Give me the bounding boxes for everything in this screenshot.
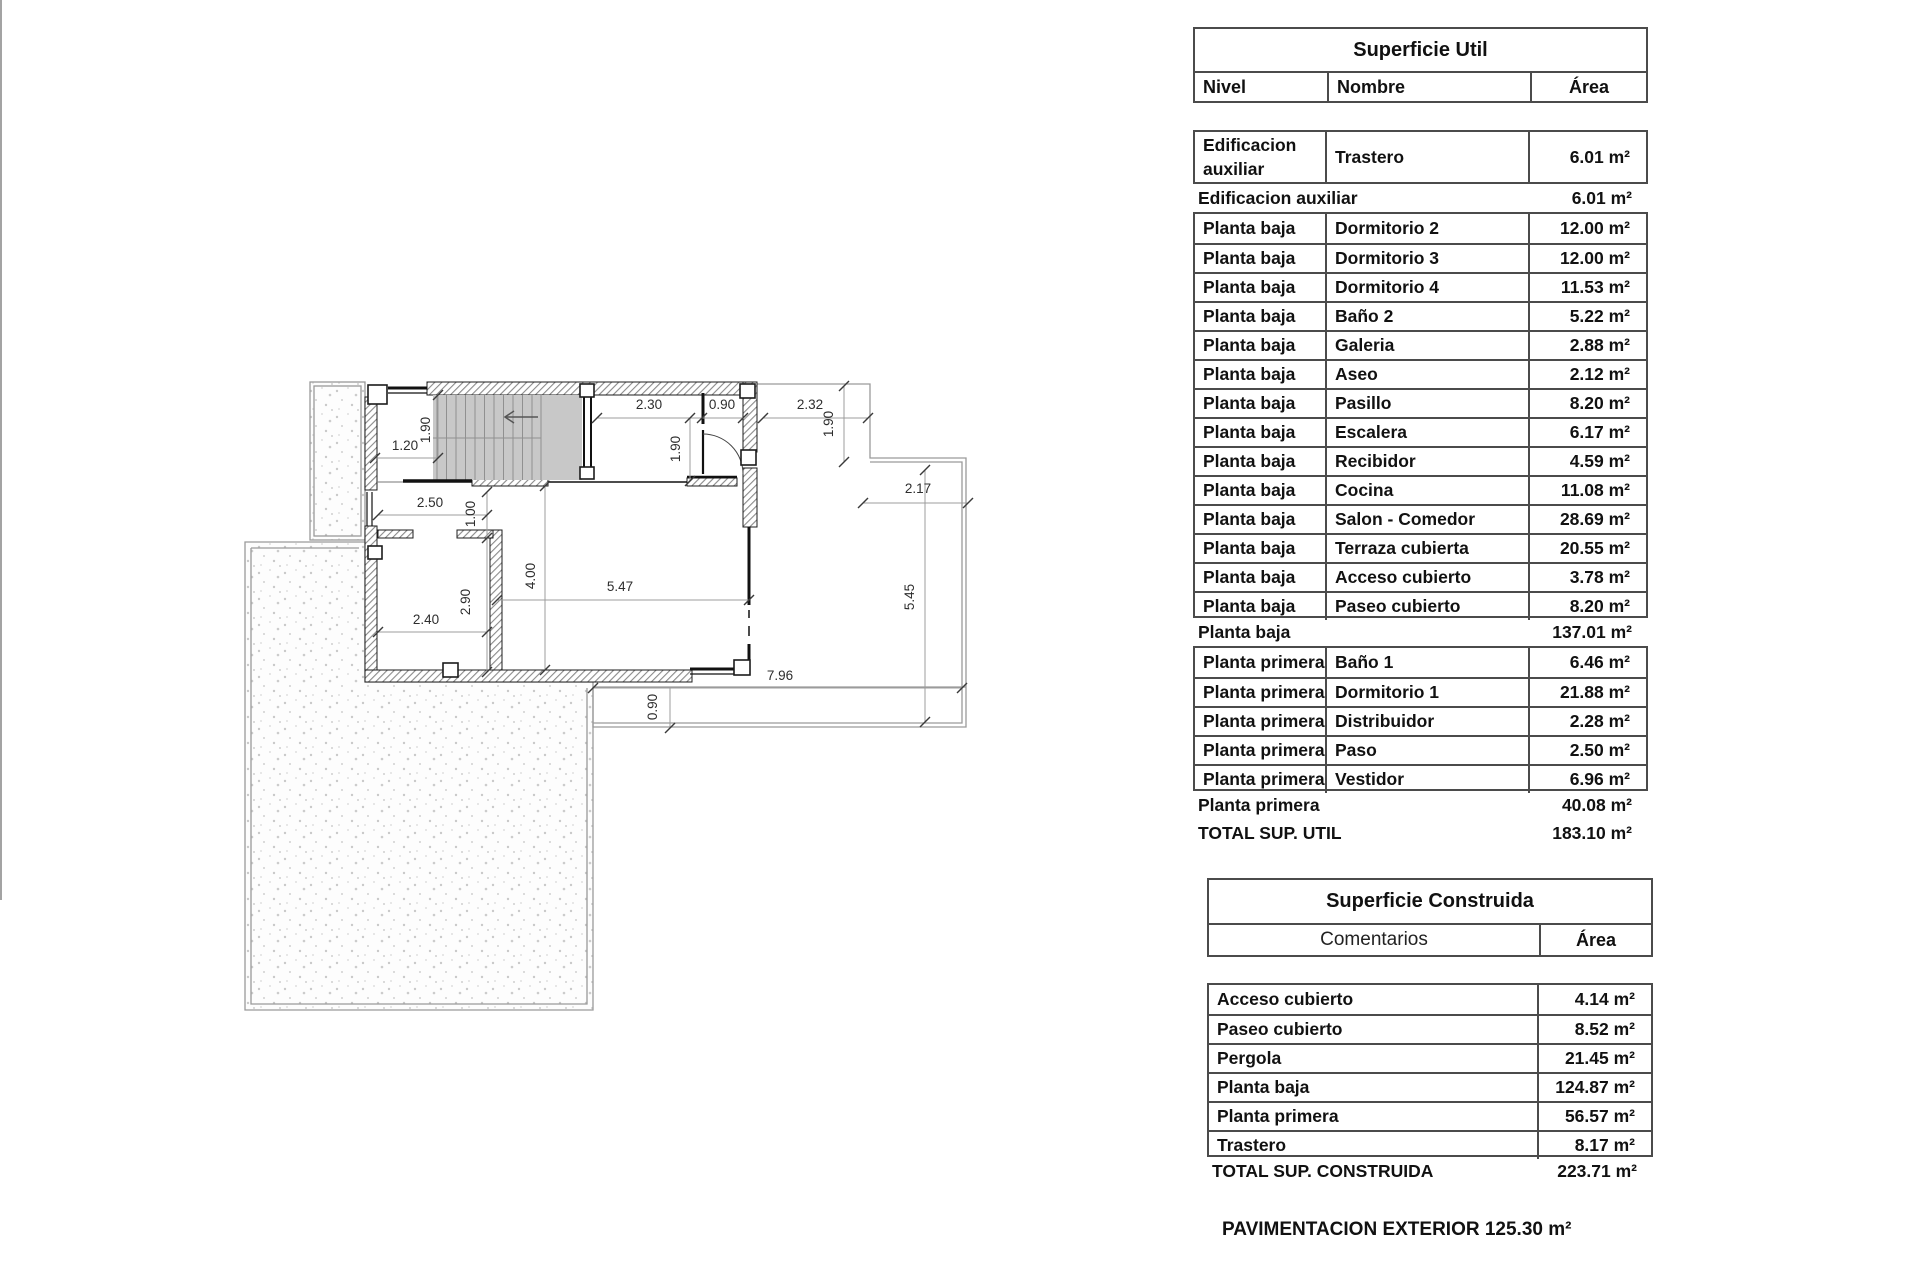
cell-nombre: Trastero (1327, 132, 1530, 182)
cell-area: 2.28 m² (1569, 711, 1630, 731)
column-header-area: Área (1530, 73, 1646, 101)
cell-area: 21.88 m² (1559, 682, 1630, 702)
superficie-util-title: Superficie Util (1195, 29, 1646, 73)
cell-nivel: Planta baja (1195, 303, 1327, 330)
cell-label: Trastero (1209, 1132, 1539, 1159)
cell-area: 28.69 m² (1559, 509, 1630, 529)
table-row (1195, 591, 1646, 620)
summary-value: 6.01 m² (1571, 187, 1632, 208)
summary-value: 137.01 m² (1552, 621, 1632, 642)
dimension-label: 2.30 (635, 397, 663, 412)
cell-area: 6.96 m² (1569, 769, 1630, 789)
cell-area: 5.22 m² (1569, 306, 1630, 326)
dimension-label: 4.00 (523, 562, 538, 590)
cell-nombre: Baño 2 (1327, 303, 1530, 330)
table-row (1209, 1014, 1651, 1043)
cell-nivel: Planta baja (1195, 390, 1327, 417)
cell-nivel: Planta primera (1195, 679, 1327, 706)
cell-label: Planta baja (1209, 1074, 1539, 1101)
summary-value: 40.08 m² (1561, 794, 1632, 815)
dimension-label: 2.90 (458, 588, 473, 616)
cell-nivel: Planta baja (1195, 564, 1327, 591)
cell-nombre: Paseo cubierto (1327, 593, 1530, 620)
cell-label: Pergola (1209, 1045, 1539, 1072)
summary-planta-primera (1193, 791, 1648, 819)
dimension-label: 5.47 (606, 579, 634, 594)
cell-area: 8.17 m² (1574, 1135, 1635, 1155)
dimension-label: 2.40 (412, 612, 440, 627)
cell-nombre: Terraza cubierta (1327, 535, 1530, 562)
cell-area: 6.01 m² (1569, 146, 1630, 167)
planta-baja-block (1193, 212, 1648, 618)
cell-nombre: Distribuidor (1327, 708, 1530, 735)
cell-label: Planta primera (1209, 1103, 1539, 1130)
dimension-label: 1.90 (821, 410, 836, 438)
scan-edge-artifact (0, 0, 2, 900)
cell-nivel: Planta baja (1195, 419, 1327, 446)
cell-nombre: Salon - Comedor (1327, 506, 1530, 533)
cell-area: 6.46 m² (1569, 652, 1630, 672)
dimension-label: 1.90 (418, 416, 433, 444)
summary-edificacion-auxiliar (1193, 184, 1648, 212)
summary-label: Edificacion auxiliar (1198, 187, 1358, 208)
column-header-nombre: Nombre (1327, 73, 1530, 101)
dimension-label: 5.45 (902, 583, 917, 611)
cell-area: 4.59 m² (1569, 451, 1630, 471)
column-header-nivel: Nivel (1203, 76, 1247, 97)
cell-area: 2.12 m² (1569, 364, 1630, 384)
table-row (1195, 243, 1646, 272)
table-row (1209, 1101, 1651, 1130)
cell-nombre: Recibidor (1327, 448, 1530, 475)
table-row (1195, 272, 1646, 301)
table-row (1195, 533, 1646, 562)
cell-nombre: Paso (1327, 737, 1530, 764)
dimension-label: 1.90 (668, 435, 683, 463)
cell-area: 12.00 m² (1559, 218, 1630, 238)
total-value: 223.71 m² (1557, 1160, 1637, 1181)
cell-nombre: Dormitorio 1 (1327, 679, 1530, 706)
cell-nombre: Dormitorio 4 (1327, 274, 1530, 301)
dimension-label: 0.90 (645, 693, 660, 721)
table-row (1209, 1043, 1651, 1072)
summary-label: Planta primera (1198, 794, 1320, 815)
cell-nivel: Planta baja (1195, 535, 1327, 562)
dimension-label: 7.96 (766, 668, 794, 683)
cell-nombre: Acceso cubierto (1327, 564, 1530, 591)
cell-nombre: Pasillo (1327, 390, 1530, 417)
cell-nivel: Planta baja (1195, 593, 1327, 620)
cell-nombre: Galeria (1327, 332, 1530, 359)
table-row (1195, 504, 1646, 533)
cell-nombre: Baño 1 (1327, 648, 1530, 677)
cell-nombre: Cocina (1327, 477, 1530, 504)
superficie-construida-header (1207, 878, 1653, 957)
table-row (1195, 359, 1646, 388)
cell-area: 2.88 m² (1569, 335, 1630, 355)
table-row (1195, 417, 1646, 446)
cell-nivel: Planta baja (1195, 361, 1327, 388)
column-header-comentarios: Comentarios (1320, 929, 1428, 950)
cell-nivel: Edificacion auxiliar (1195, 132, 1327, 182)
table-row (1195, 388, 1646, 417)
cell-area: 3.78 m² (1569, 567, 1630, 587)
table-row (1195, 301, 1646, 330)
planta-primera-block (1193, 646, 1648, 791)
superficie-construida-title: Superficie Construida (1209, 880, 1651, 925)
cell-area: 56.57 m² (1564, 1106, 1635, 1126)
cell-nivel: Planta baja (1195, 506, 1327, 533)
cell-nivel: Planta baja (1195, 477, 1327, 504)
cell-area: 11.08 m² (1560, 480, 1630, 500)
cell-area: 12.00 m² (1559, 248, 1630, 268)
total-label: TOTAL SUP. CONSTRUIDA (1212, 1160, 1434, 1181)
table-row (1195, 706, 1646, 735)
dimension-label: 0.90 (708, 397, 736, 412)
cell-area: 2.50 m² (1569, 740, 1630, 760)
cell-area: 8.20 m² (1569, 393, 1630, 413)
table-row (1195, 446, 1646, 475)
cell-area: 4.14 m² (1574, 989, 1635, 1009)
column-header-area2: Área (1539, 925, 1651, 955)
summary-planta-baja (1193, 618, 1648, 646)
cell-area: 124.87 m² (1555, 1077, 1635, 1097)
dimension-label: 2.32 (796, 397, 824, 412)
cell-area: 8.52 m² (1574, 1019, 1635, 1039)
construida-block (1207, 983, 1653, 1157)
cell-nivel: Planta primera (1195, 766, 1327, 793)
summary-label: Planta baja (1198, 621, 1291, 642)
table-row (1209, 1072, 1651, 1101)
superficie-util-header (1193, 27, 1648, 103)
table-row (1195, 764, 1646, 793)
floor-plan (230, 360, 990, 1020)
edificacion-auxiliar-block (1193, 130, 1648, 184)
cell-nivel: Planta baja (1195, 274, 1327, 301)
table-row (1209, 985, 1651, 1014)
cell-nombre: Dormitorio 3 (1327, 245, 1530, 272)
cell-nombre: Aseo (1327, 361, 1530, 388)
table-row (1195, 562, 1646, 591)
cell-area: 20.55 m² (1559, 538, 1630, 558)
cell-nivel: Planta primera (1195, 648, 1327, 677)
cell-area: 21.45 m² (1564, 1048, 1635, 1068)
cell-nombre: Dormitorio 2 (1327, 214, 1530, 243)
total-sup-construida (1207, 1157, 1653, 1185)
table-row (1195, 132, 1646, 182)
dimension-label: 2.50 (416, 495, 444, 510)
cell-nivel: Planta baja (1195, 332, 1327, 359)
total-label: TOTAL SUP. UTIL (1198, 822, 1342, 843)
cell-nivel: Planta baja (1195, 448, 1327, 475)
cell-nivel: Planta baja (1195, 245, 1327, 272)
cell-nombre: Escalera (1327, 419, 1530, 446)
dimension-label: 2.17 (904, 481, 932, 496)
cell-label: Acceso cubierto (1209, 985, 1539, 1014)
total-sup-util (1193, 819, 1648, 847)
table-row (1209, 1130, 1651, 1159)
table-row (1195, 330, 1646, 359)
staircase (433, 395, 582, 480)
table-row (1195, 214, 1646, 243)
table-row (1195, 677, 1646, 706)
table-row (1195, 648, 1646, 677)
table-row (1195, 475, 1646, 504)
cell-area: 8.20 m² (1569, 596, 1630, 616)
cell-nivel: Planta baja (1195, 214, 1327, 243)
cell-nombre: Vestidor (1327, 766, 1530, 793)
cell-nivel: Planta primera (1195, 737, 1327, 764)
cell-area: 11.53 m² (1560, 277, 1630, 297)
dimension-label: 1.20 (391, 438, 419, 453)
cell-nivel: Planta primera (1195, 708, 1327, 735)
pavimentacion-exterior-note: PAVIMENTACION EXTERIOR 125.30 m² (1222, 1219, 1572, 1240)
cell-label: Paseo cubierto (1209, 1016, 1539, 1043)
table-row (1195, 735, 1646, 764)
total-value: 183.10 m² (1552, 822, 1632, 843)
dimension-label: 1.00 (463, 500, 478, 528)
cell-area: 6.17 m² (1569, 422, 1630, 442)
